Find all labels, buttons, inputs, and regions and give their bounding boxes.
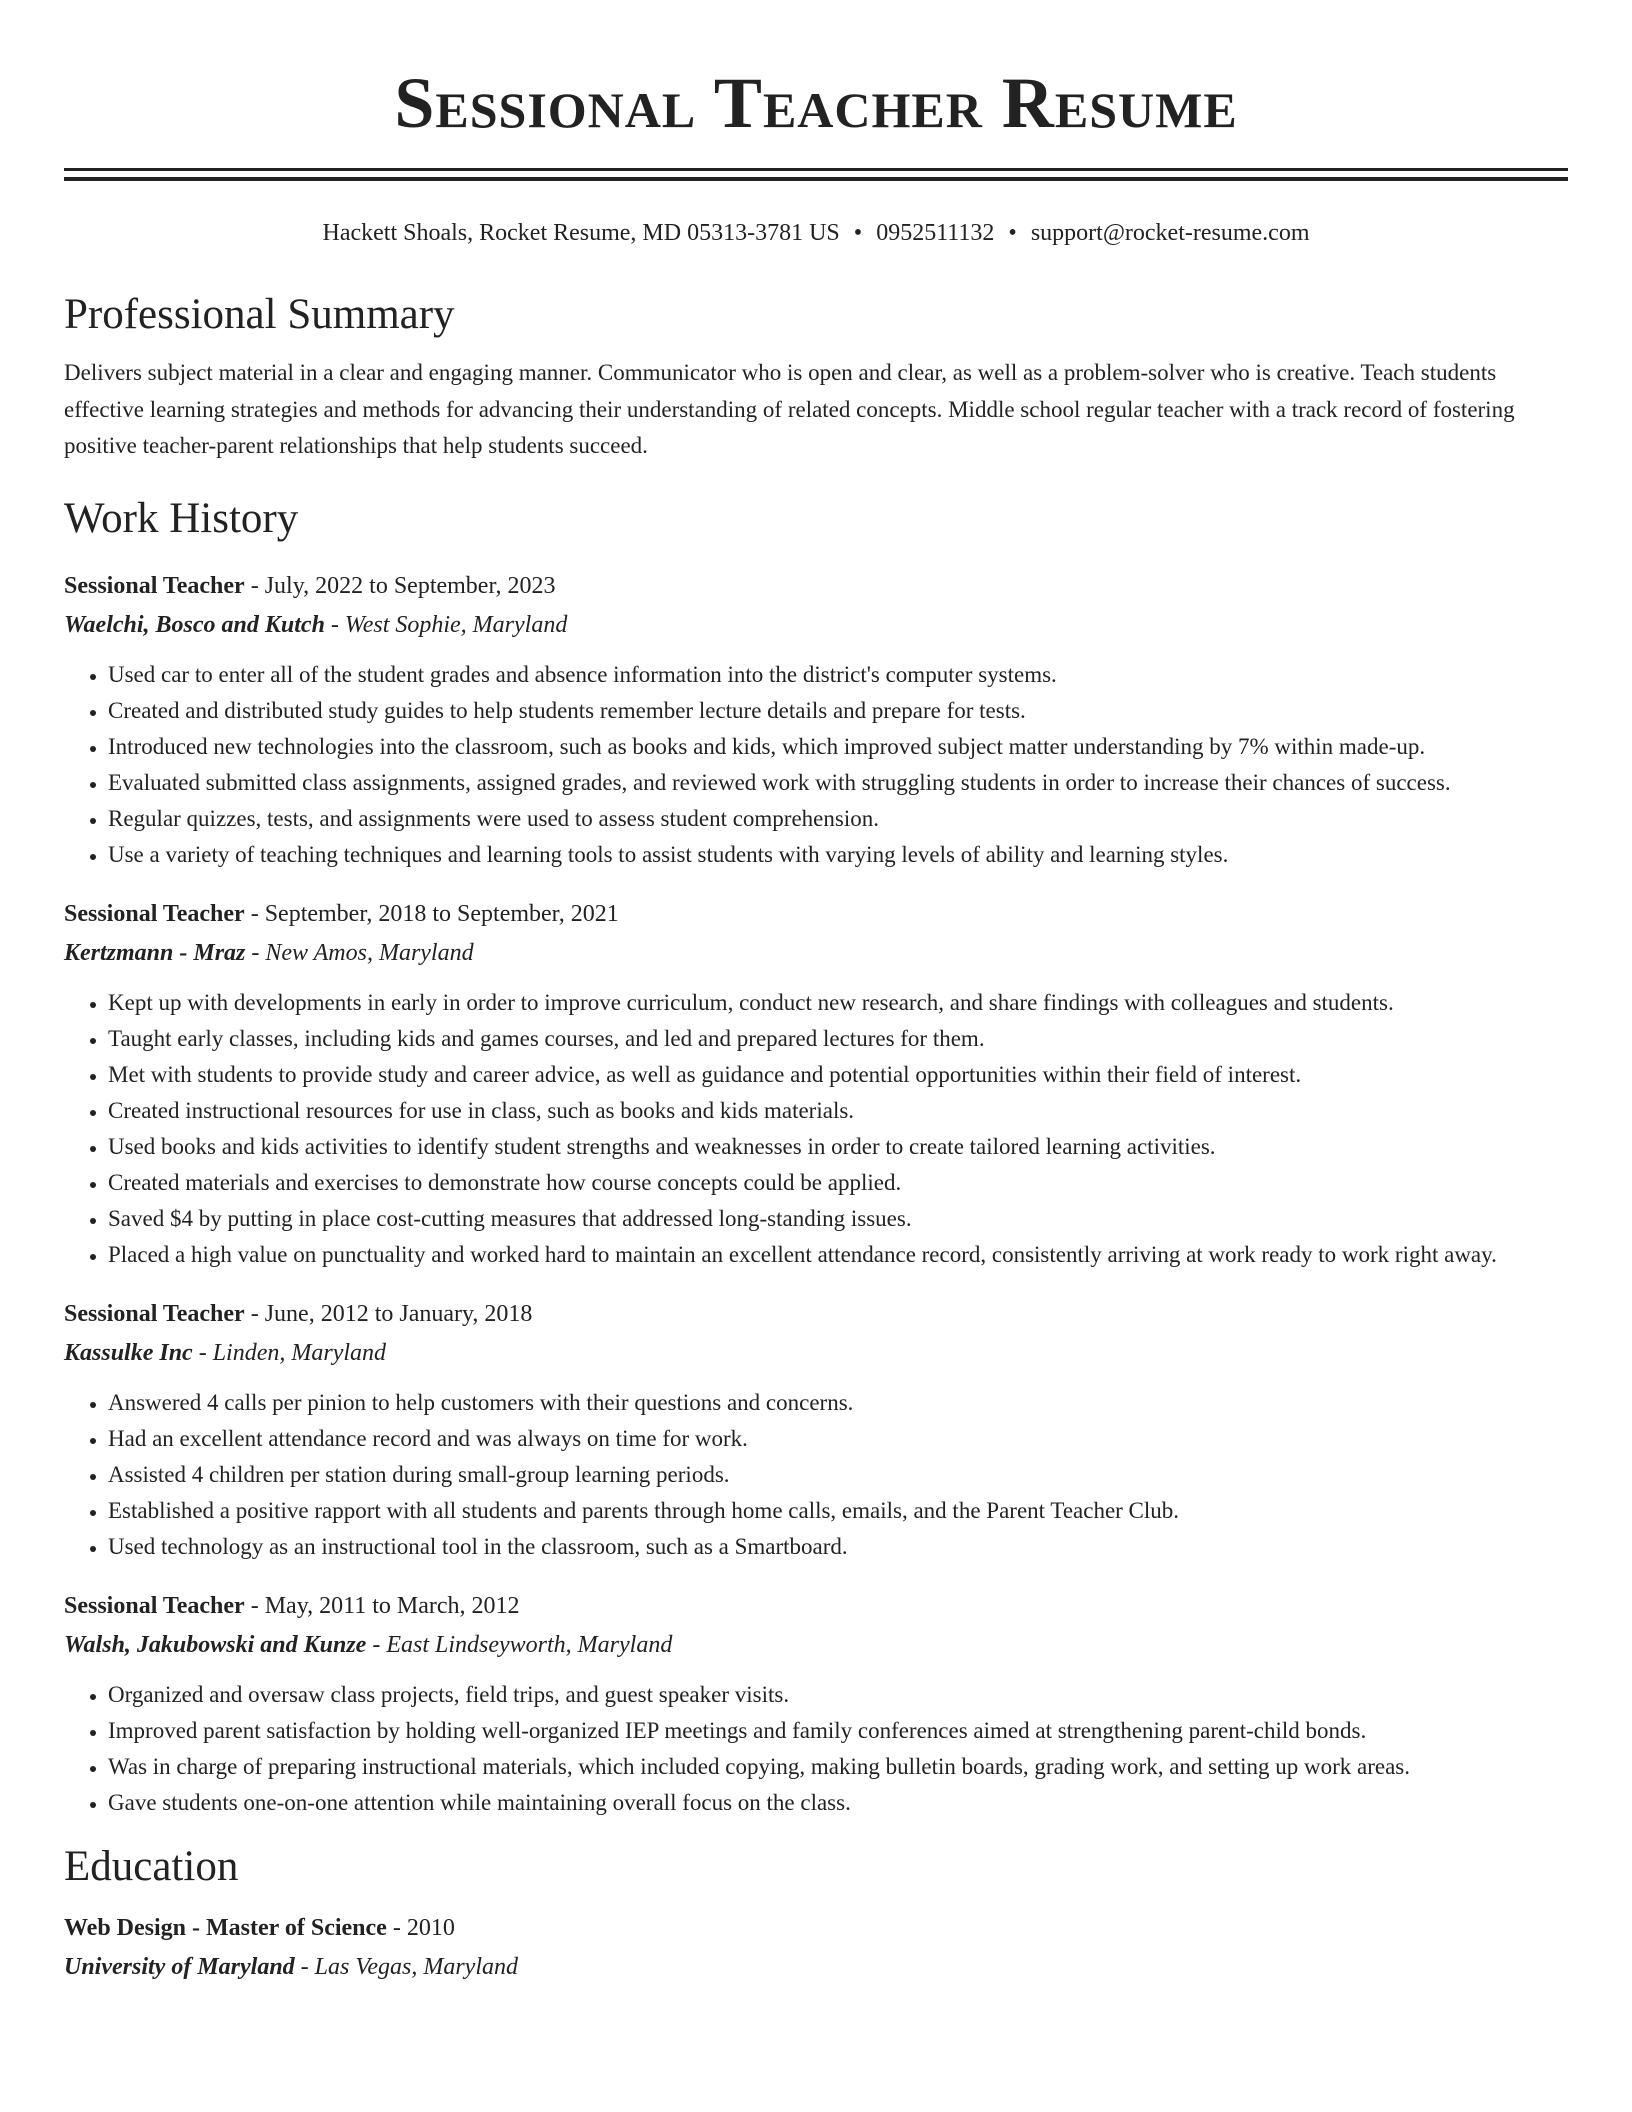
resume-title: Sessional Teacher Resume bbox=[394, 63, 1238, 143]
resume-page bbox=[64, 0, 1568, 1987]
work-history-list bbox=[64, 567, 1568, 1821]
job-title: Sessional Teacher bbox=[64, 572, 245, 599]
degree-line bbox=[64, 1909, 1568, 1947]
school-line bbox=[64, 1947, 1568, 1987]
company-name: Kertzmann - Mraz bbox=[64, 939, 246, 966]
company-location: - West Sophie, Maryland bbox=[324, 611, 568, 638]
job-dates: - June, 2012 to January, 2018 bbox=[244, 1300, 533, 1327]
job-entry bbox=[64, 567, 1568, 873]
job-entry bbox=[64, 1587, 1568, 1821]
company-line bbox=[64, 933, 1568, 973]
job-dates: - May, 2011 to March, 2012 bbox=[244, 1592, 520, 1619]
company-name: Walsh, Jakubowski and Kunze bbox=[64, 1631, 367, 1658]
degree: Web Design - Master of Science bbox=[64, 1914, 387, 1941]
company-location: - East Lindseyworth, Maryland bbox=[366, 1631, 673, 1658]
job-bullets bbox=[64, 1385, 1568, 1565]
summary-text: Delivers subject material in a clear and engaging manner. Communicator who is open and clear, as well as a problem-solver who is creative. Teach students effective learning strategies and methods for advancing their understanding of related concepts. Middle school regular teacher with a track record of fostering positive teacher-parent relationships that help students succeed. bbox=[64, 360, 1515, 458]
job-bullet: • Used books and kids activities to identify student strengths and weaknesses in order to create tailored learning activities. bbox=[108, 1129, 1568, 1165]
job-title-line bbox=[64, 1295, 1568, 1333]
job-bullet: • Had an excellent attendance record and was always on time for work. bbox=[108, 1421, 1568, 1457]
job-bullet: • Saved $4 by putting in place cost-cutting measures that addressed long-standing issues. bbox=[108, 1201, 1568, 1237]
job-bullet: • Met with students to provide study and career advice, as well as guidance and potential opportunities within their field of interest. bbox=[108, 1057, 1568, 1093]
job-title: Sessional Teacher bbox=[64, 1592, 245, 1619]
summary-heading: Professional Summary bbox=[64, 291, 455, 338]
job-bullet: • Created instructional resources for use in class, such as books and kids materials. bbox=[108, 1093, 1568, 1129]
job-title-line bbox=[64, 567, 1568, 605]
job-bullet: • Created materials and exercises to demonstrate how course concepts could be applied. bbox=[108, 1165, 1568, 1201]
company-name: Waelchi, Bosco and Kutch bbox=[64, 611, 325, 638]
job-entry bbox=[64, 1295, 1568, 1565]
job-title: Sessional Teacher bbox=[64, 1300, 245, 1327]
job-bullet: • Taught early classes, including kids and games courses, and led and prepared lectures for them. bbox=[108, 1021, 1568, 1057]
contact-phone: 0952511132 bbox=[876, 220, 995, 246]
job-bullet: • Regular quizzes, tests, and assignments were used to assess student comprehension. bbox=[108, 801, 1568, 837]
contact-separator: • bbox=[1008, 220, 1017, 246]
contact-line bbox=[64, 217, 1568, 249]
company-line bbox=[64, 1333, 1568, 1373]
job-bullets bbox=[64, 657, 1568, 873]
job-title: Sessional Teacher bbox=[64, 900, 245, 927]
job-bullet: • Established a positive rapport with all students and parents through home calls, emails, and the Parent Teacher Club. bbox=[108, 1493, 1568, 1529]
job-bullet: • Created and distributed study guides to help students remember lecture details and prepare for tests. bbox=[108, 693, 1568, 729]
degree-year: - 2010 bbox=[386, 1914, 455, 1941]
job-bullet: • Introduced new technologies into the classroom, such as books and kids, which improved subject matter understanding by 7% within made-up. bbox=[108, 729, 1568, 765]
job-bullet: • Improved parent satisfaction by holding well-organized IEP meetings and family conferences aimed at strengthening parent-child bonds. bbox=[108, 1713, 1568, 1749]
company-line bbox=[64, 1625, 1568, 1665]
title-divider-bottom bbox=[64, 177, 1568, 181]
job-bullet: • Gave students one-on-one attention while maintaining overall focus on the class. bbox=[108, 1785, 1568, 1821]
school-name: University of Maryland bbox=[64, 1953, 295, 1980]
company-line bbox=[64, 605, 1568, 645]
school-location: - Las Vegas, Maryland bbox=[294, 1953, 518, 1980]
job-bullets bbox=[64, 1677, 1568, 1821]
job-bullet: • Was in charge of preparing instructional materials, which included copying, making bulletin boards, grading work, and setting up work areas. bbox=[108, 1749, 1568, 1785]
job-bullet: • Use a variety of teaching techniques and learning tools to assist students with varying levels of ability and learning styles. bbox=[108, 837, 1568, 873]
work-history-heading: Work History bbox=[64, 494, 299, 542]
education-list bbox=[64, 1909, 1568, 1987]
job-entry bbox=[64, 895, 1568, 1273]
job-bullet: • Used car to enter all of the student grades and absence information into the district's computer systems. bbox=[108, 657, 1568, 693]
company-name: Kassulke Inc bbox=[64, 1339, 193, 1366]
job-bullet: • Placed a high value on punctuality and worked hard to maintain an excellent attendance record, consistently arriving at work ready to work right away. bbox=[108, 1237, 1568, 1273]
job-bullet: • Answered 4 calls per pinion to help customers with their questions and concerns. bbox=[108, 1385, 1568, 1421]
company-location: - Linden, Maryland bbox=[192, 1339, 387, 1366]
job-bullet: • Kept up with developments in early in order to improve curriculum, conduct new research, and share findings with colleagues and students. bbox=[108, 985, 1568, 1021]
job-title-line bbox=[64, 895, 1568, 933]
education-heading: Education bbox=[64, 1842, 239, 1890]
job-dates: - September, 2018 to September, 2021 bbox=[244, 900, 619, 927]
job-bullet: • Assisted 4 children per station during small-group learning periods. bbox=[108, 1457, 1568, 1493]
contact-email[interactable]: support@rocket-resume.com bbox=[1030, 220, 1310, 246]
education-entry bbox=[64, 1909, 1568, 1987]
contact-address: Hackett Shoals, Rocket Resume, MD 05313-3781 US bbox=[322, 220, 840, 246]
title-divider-top bbox=[64, 168, 1568, 171]
company-location: - New Amos, Maryland bbox=[245, 939, 474, 966]
contact-separator: • bbox=[853, 220, 863, 246]
job-bullet: • Used technology as an instructional tool in the classroom, such as a Smartboard. bbox=[108, 1529, 1568, 1565]
job-title-line bbox=[64, 1587, 1568, 1625]
job-dates: - July, 2022 to September, 2023 bbox=[244, 572, 556, 599]
job-bullets bbox=[64, 985, 1568, 1273]
job-bullet: • Organized and oversaw class projects, field trips, and guest speaker visits. bbox=[108, 1677, 1568, 1713]
job-bullet: • Evaluated submitted class assignments, assigned grades, and reviewed work with struggling students in order to increase their chances of success. bbox=[108, 765, 1568, 801]
